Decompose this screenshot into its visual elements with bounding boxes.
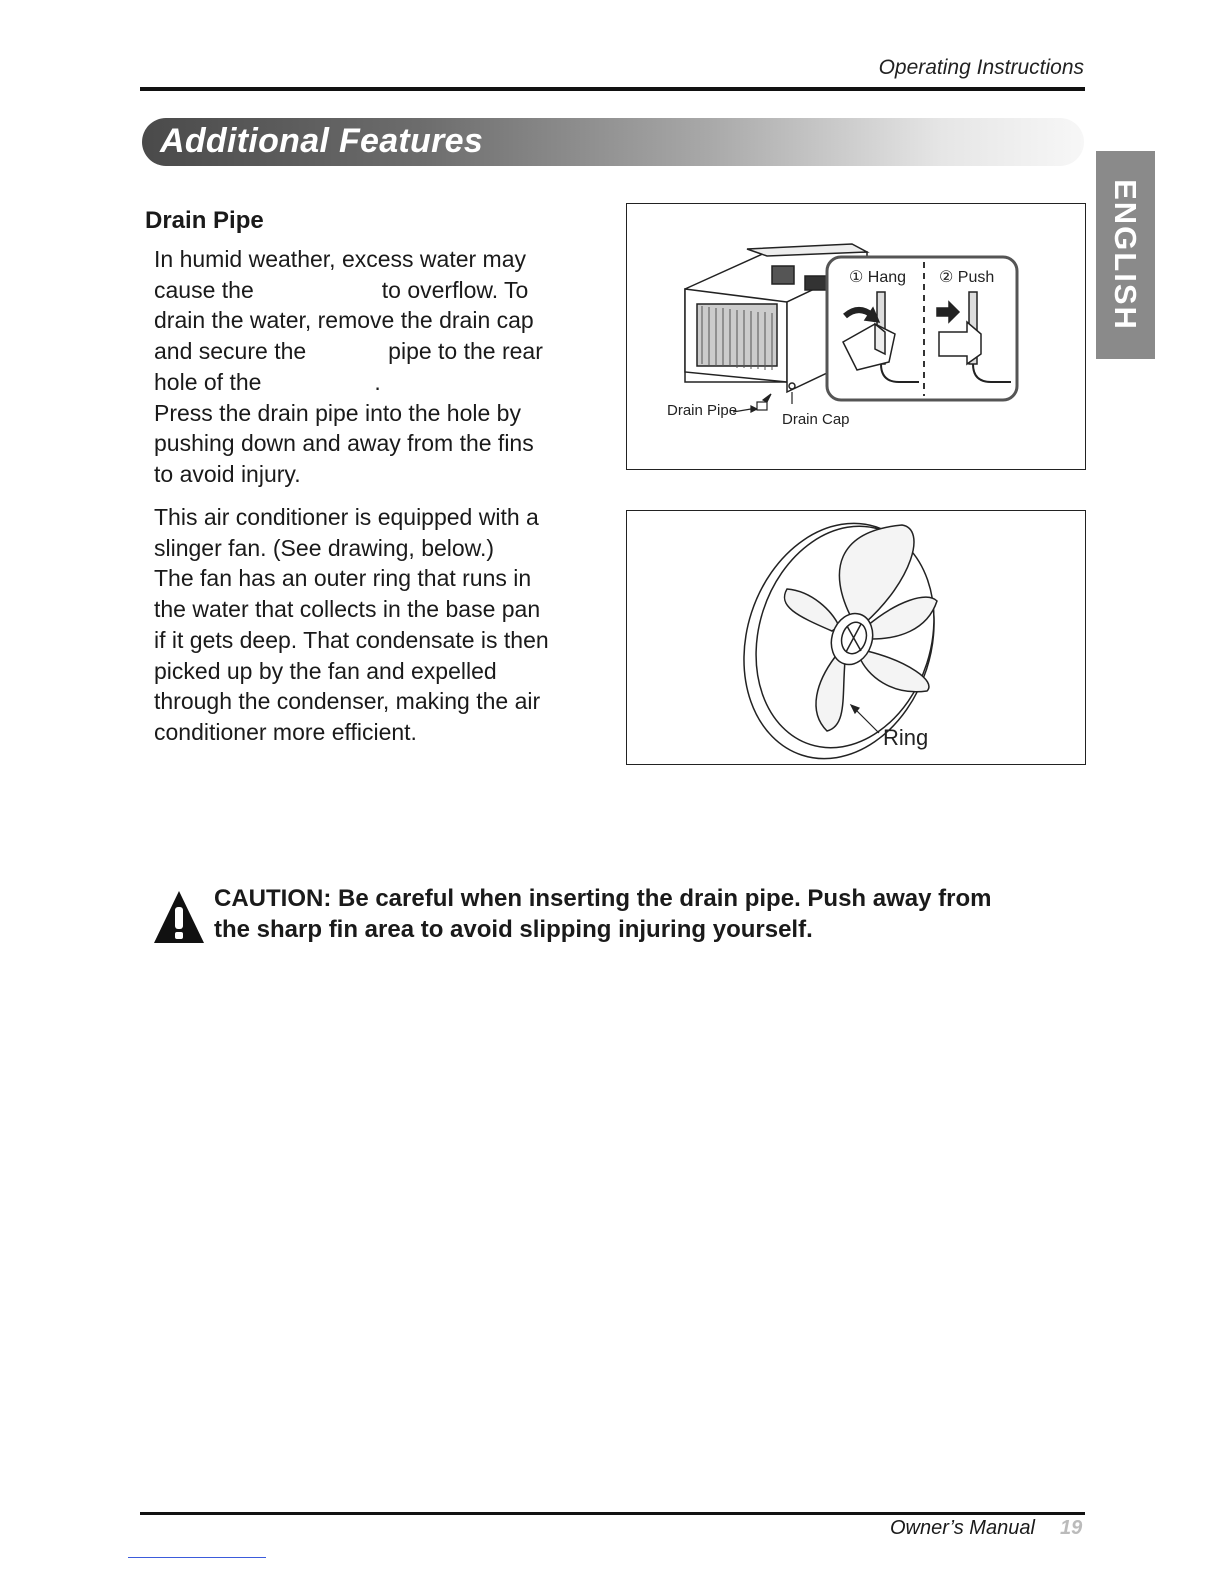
section-heading: Drain Pipe [145, 207, 264, 234]
text-line: the water that collects in the base pan [154, 596, 541, 623]
text-line: pushing down and away from the fins [154, 430, 534, 457]
caution-text [214, 883, 991, 945]
text-line: Press the drain pipe into the hole by [154, 399, 521, 426]
caution-line: the sharp fin area to avoid slipping injuring yourself. [214, 916, 813, 943]
text-line: The fan has an outer ring that runs in [154, 565, 532, 592]
caution-line: CAUTION: Be careful when inserting the drain pipe. Push away from [214, 885, 992, 912]
banner-title: Additional Features [160, 122, 484, 160]
page-number: 19 [1060, 1517, 1083, 1539]
hang-label: ① Hang [849, 269, 907, 286]
drain-pipe-pointer [733, 392, 792, 412]
text-line: through the condenser, making the air [154, 688, 541, 715]
text-line: In humid weather, excess water may [154, 246, 526, 272]
text-line: conditioner more efficient. [154, 718, 417, 745]
ring-label: Ring [883, 725, 929, 750]
footer-rule [140, 1512, 1085, 1515]
language-tab-label: ENGLISH [1108, 179, 1143, 331]
push-label: ② Push [939, 269, 995, 286]
bottom-link-underline [128, 1557, 266, 1558]
text-line: if it gets deep. That condensate is then [154, 626, 549, 653]
text-line: slinger fan. (See drawing, below.) [154, 534, 495, 561]
text-line: picked up by the fan and expelled [154, 657, 497, 684]
slinger-fan-figure [626, 510, 1086, 765]
text-line: hole of the . [154, 368, 381, 395]
slinger-fan-illustration [627, 511, 1085, 764]
drain-pipe-illustration [627, 204, 1085, 469]
drain-pipe-figure [626, 203, 1086, 470]
header-title: Operating Instructions [878, 56, 1084, 79]
footer-title: Owner’s Manual [890, 1517, 1035, 1539]
warning-icon [152, 889, 206, 945]
drain-cap-label: Drain Cap [782, 411, 850, 428]
drain-pipe-paragraph [154, 244, 594, 490]
text-line: This air conditioner is equipped with a [154, 504, 539, 530]
drain-pipe-label: Drain Pipe [667, 402, 738, 419]
text-line: to avoid injury. [154, 460, 301, 487]
text-line: and secure the pipe to the rear [154, 338, 543, 365]
text-line: drain the water, remove the drain cap [154, 307, 534, 334]
slinger-fan-paragraph [154, 502, 604, 748]
text-line: cause the to overflow. To [154, 276, 529, 303]
language-tab [1096, 151, 1155, 359]
section-banner [142, 118, 1084, 166]
header-rule [140, 87, 1085, 91]
